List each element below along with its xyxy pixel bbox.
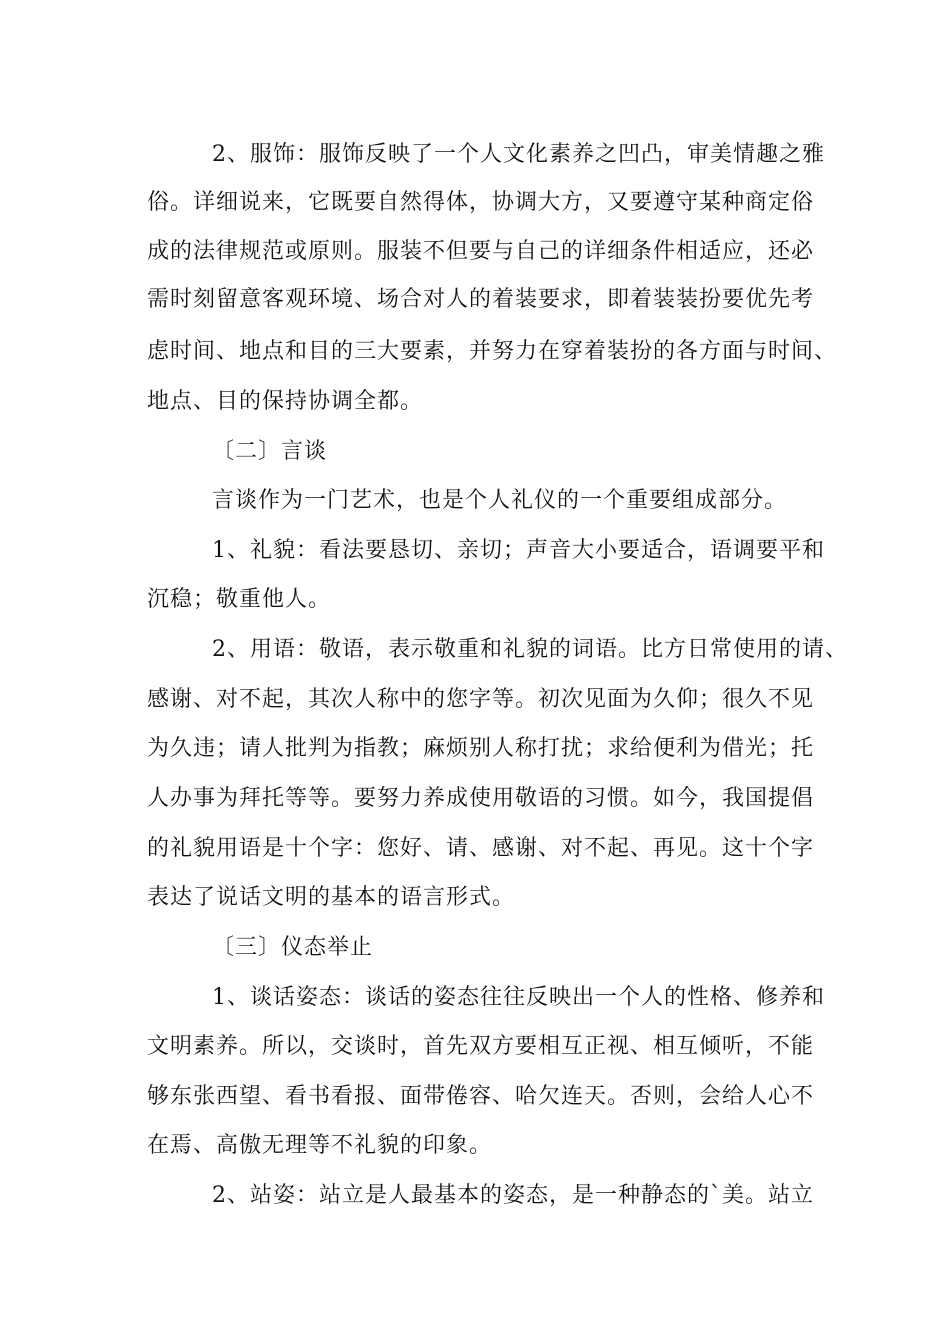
paragraph-posture-line-3: 够东张西望、看书看报、面带倦容、哈欠连天。否则，会给人心不	[147, 1084, 815, 1109]
paragraph-wording-line-1: 2、用语：敬语，表示敬重和礼貌的词语。比方日常使用的请、	[212, 637, 848, 662]
paragraph-clothing-line-5: 虑时间、地点和目的三大要素，并努力在穿着装扮的各方面与时间、	[147, 339, 838, 364]
paragraph-wording-line-6: 表达了说话文明的基本的语言形式。	[147, 885, 516, 910]
paragraph-clothing-line-1: 2、服饰：服饰反映了一个人文化素养之凹凸，审美情趣之雅	[212, 142, 825, 167]
paragraph-clothing-line-6: 地点、目的保持协调全都。	[147, 389, 424, 414]
paragraph-clothing-line-3: 成的法律规范或原则。服装不但要与自己的详细条件相适应，还必	[147, 239, 815, 264]
paragraph-clothing-line-2: 俗。详细说来，它既要自然得体，协调大方，又要遵守某种商定俗	[147, 190, 815, 215]
paragraph-wording-line-2: 感谢、对不起，其次人称中的您字等。初次见面为久仰；很久不见	[147, 687, 815, 712]
paragraph-politeness-line-2: 沉稳；敬重他人。	[147, 587, 332, 612]
paragraph-speech-intro: 言谈作为一门艺术，也是个人礼仪的一个重要组成部分。	[212, 488, 788, 513]
paragraph-wording-line-3: 为久违；请人批判为指教；麻烦别人称打扰；求给便利为借光；托	[147, 736, 815, 761]
paragraph-standing-line-1: 2、站姿：站立是人最基本的姿态，是一种静态的`美。站立	[212, 1183, 814, 1208]
paragraph-politeness-line-1: 1、礼貌：看法要恳切、亲切；声音大小要适合，语调要平和	[212, 538, 825, 563]
section-heading-manner: 〔三〕仪态举止	[212, 935, 374, 960]
paragraph-wording-line-5: 的礼貌用语是十个字：您好、请、感谢、对不起、再见。这十个字	[147, 836, 815, 861]
section-heading-speech: 〔二〕言谈	[212, 439, 328, 464]
paragraph-clothing-line-4: 需时刻留意客观环境、场合对人的着装要求，即着装装扮要优先考	[147, 287, 815, 312]
paragraph-posture-line-1: 1、谈话姿态：谈话的姿态往往反映出一个人的性格、修养和	[212, 985, 825, 1010]
paragraph-posture-line-4: 在焉、高傲无理等不礼貌的印象。	[147, 1133, 493, 1158]
paragraph-wording-line-4: 人办事为拜托等等。要努力养成使用敬语的习惯。如今，我国提倡	[147, 786, 815, 811]
paragraph-posture-line-2: 文明素养。所以，交谈时，首先双方要相互正视、相互倾听，不能	[147, 1034, 815, 1059]
